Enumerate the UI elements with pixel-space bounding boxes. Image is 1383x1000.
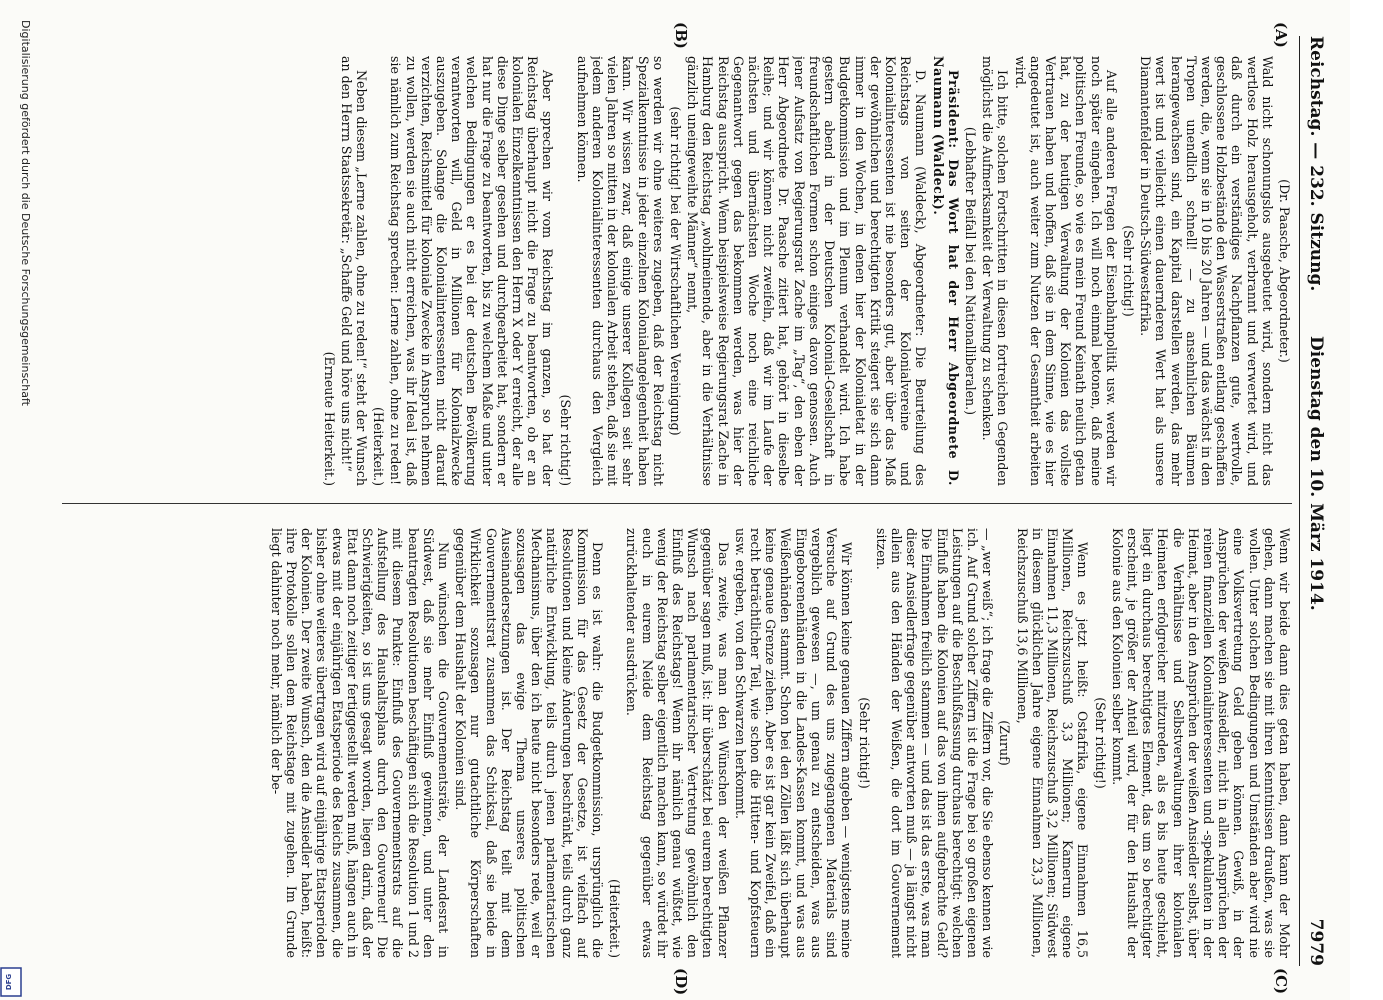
interjection: (Sehr richtig!): [1120, 225, 1136, 317]
paragraph: Denn es ist wahr: die Budgetkommission, ursprünglich die Kommission für das Gesetz der Gesetze, ist vielfach auf Resolutionen und kleine Änderungen beschränkt, teils durch ganz natürliche Entwicklung, teils durch jenen parlamentarischen Mechanismus, über den ich heute nicht besonders rede, weil er sozusagen das ewige Thema unseres politischen Auseinandersetzungen ist. Der Reichstag teilt mit dem Gouvernementsrat zusammen das Schicksal, daß sie beide in Wirklichkeit sozusagen nur gutachtliche Körperschaften gegenüber dem Haushalt der Kolonien sind.: [453, 528, 606, 958]
paragraph: Aber sprechen wir vom Reichstag im ganzen, so hat der Reichstag überhaupt nicht die Frage zu beantworten, ob er an kolonialen Einzelkenntnissen den Herrn X oder Y erreicht, der alle diese Dinge selber gesehen und durchgearbeitet hat, sondern er hat nur die Frage zu beantworten, bis zu welchem Maße und unter welchen Bedingungen er es bei der deutschen Bevölkerung verantworten will, Geld in Millionen für Kolonialzwecke auszugeben. Solange die Kolonialinteressenten nicht darauf verzichten, Reichsmittel für koloniale Zwecke in Anspruch nehmen zu wollen, werden sie auch nicht erreichen, was ihr Ideal ist, daß sie nämlich zum Reichstag sprechen: Lerne zahlen, ohne zu reden!: [388, 56, 556, 486]
digitization-credit: Digitalisierung gefördert durch die Deutsche Forschungsgemeinschaft: [19, 20, 32, 406]
paragraph: Neben diesem „Lerne zahlen, ohne zu reden!“ steht der Wunsch an den Herrn Staatssekretär: „Schaffe Geld und höre uns nicht!“: [338, 56, 370, 486]
left-column: [62, 56, 1292, 486]
speaker-note: (Dr. Paasche, Abgeordneter.): [1277, 179, 1292, 363]
header-center: Dienstag den 10. März 1914.: [1306, 336, 1326, 611]
page-header: [1299, 36, 1328, 966]
president-remark: Präsident: Das Wort hat der Herr Abgeordnete D. Naumann (Waldeck).: [930, 56, 961, 486]
margin-marker-d: (D): [672, 968, 690, 996]
interjection: (Erneute Heiterkeit.): [321, 351, 337, 486]
header-left: Reichstag. — 232. Sitzung.: [1306, 36, 1326, 292]
column-divider: [62, 503, 1292, 504]
paragraph: — „wer weiß“; ich frage die Ziffern vor, die Sie ebenso kennen wie ich. Auf Grund solcher Ziffern ist die Frage bei so großen eigenen Leistungen auf die Beschlußfassung durchaus berechtigt: welchen Einfluß haben die Kolonien auf das von ihnen aufgebrachte Geld? Die Einnahmen freilich stammen — und das ist das erste, was man dieser Ansiedlerfrage gegenüber antworten muß — ja längst nicht allein aus den Händen der Weißen, die dort im Gouvernement sitzen.: [873, 528, 996, 958]
header-page-number: 7979: [1306, 918, 1326, 966]
paragraph: so werden wir ohne weiteres zugeben, daß der Reichstag nicht Spezialkenntnisse in jeder einzelnen Kolonialangelegenheit haben kann. Wir wissen zwar, daß einige unserer Kollegen seit sehr vielen Jahren so mitten in der kolonialen Arbeit stehen, daß sie mit jedem anderen Kolonialinteressenten durchaus den Vergleich aufnehmen können.: [574, 56, 666, 486]
right-column: [62, 528, 1292, 958]
paragraph: Ich bitte, solchen Fortschritten in diesen fortreichen Gegenden möglichst die Aufmerksamkeit der Verwaltung zu schenken.: [980, 56, 1011, 486]
interjection: (Sehr richtig!): [856, 697, 872, 789]
interjection: (Sehr richtig!): [557, 394, 573, 486]
margin-marker-a: (A): [1272, 22, 1290, 48]
interjection: (Heiterkeit.): [371, 407, 387, 486]
interjection: (Sehr richtig!): [1092, 697, 1108, 789]
dfg-logo-icon: [0, 967, 22, 997]
margin-marker-c: (C): [1272, 968, 1290, 995]
interjection: (sehr richtig! bei der Wirtschaftlichen Vereinigung): [668, 106, 684, 436]
paragraph: Nun wünschen die Gouvernementsräte, der Landesrat in Südwest, daß sie mehr Einfluß gewinnen, und unter den beantragten Resolutionen beschäftigen sich die Resolution 1 und 2 mit diesem Punkte: Einfluß des Gouvernementsrats auf die Aufstellung des Haushaltsplans durch den Gouverneur! Die Schwierigkeiten, so ist uns gesagt worden, liegen darin, daß der Etat dann noch zeitiger fertiggestellt werden muß, hängen auch in etwas mit der einjährigen Etatsperiode des Reichs zusammen, die bisher ohne weiteres übertragen wird auf einjährige Etatsperioden der Kolonien. Der zweite Wunsch, den die Ansiedler haben, heißt: ihre Protokolle sollen dem Reichstage mit zugehen. Im Grunde liegt dahinter noch mehr, nämlich der be-: [268, 528, 452, 958]
interjection: (Zuruf): [997, 720, 1013, 766]
paragraph: D. Naumann (Waldeck), Abgeordneter: Die Beurteilung des Reichstags von seiten der Kolonialvereine und Kolonialinteressenten ist nie besonders gut, aber über das Maß der gewöhnlichen und berechtigten Kritik steigert sie sich dann immer in den Wochen, in denen hier der Kolonialetat in der Budgetkommission und im Plenum verhandelt wird. Ich habe gestern abend in der Deutschen Kolonial-Gesellschaft in freundschaftlichen Formen schon einiges davon genossen. Auch jener Aufsatz von Regierungsrat Zache im „Tag“, den eben der Herr Abgeordnete Dr. Paasche zitiert hat, gehört in dieselbe Reihe; und wir können nicht zweifeln, daß wir im Laufe der nächsten und übernächsten Woche noch eine reichliche Gegenantwort gegen das bekommen werden, was hier der Reichstag ausspricht. Wenn beispielsweise Regierungsrat Zache in Hamburg den Reichstag „wohlmeinende, aber in die Verhältnisse gänzlich uneingeweihte Männer“ nennt,: [685, 56, 929, 486]
paragraph: Wenn es jetzt heißt: Ostafrika, eigene Einnahmen 16,5 Millionen, Reichszuschuß 3,3 Millionen; Kamerun eigene Einnahmen 11,3 Millionen, Reichszuschuß 3,2 Millionen; Südwest in diesem glücklichen Jahre eigene Einnahmen 23,3 Millionen, Reichszuschuß 13,6 Millionen,: [1014, 528, 1091, 958]
paragraph: Wald nicht schonungslos ausgebeutet wird, sondern nicht das wertlose Holz herausgeholt, verbrannt und verwertet wird, und daß durch ein verständiges Nachpflanzen gute, wertvolle, geschlossene Holzbestände den Wasserstraßen entlang geschaffen werden, die, wenn sie in 10 bis 20 Jahren — und das wächst in den Tropen unendlich schnell! — zu ansehnlichen Bäumen herangewachsen sind, ein Kapital darstellen werden, das mehr wert ist und vielleicht einen dauernderen Wert hat als unsere Diamantenfelder in Deutsch-Südwestafrika.: [1138, 56, 1275, 486]
paragraph: Wir können keine genauen Ziffern angeben — wenigstens meine Versuche auf Grund des uns zugegangenen Materials sind vergeblich gewesen —, um genau zu entscheiden, was aus Eingeborenenhänden in die Landes-Kassen kommt, und was aus Weißenhänden stammt. Schon bei den Zöllen läßt sich überhaupt keine genaue Grenze ziehen. Aber es ist gar kein Zweifel, daß ein recht beträchtlicher Teil, wie schon die Hütten- und Kopfsteuern usw. ergeben, von den Schwarzen herkommt.: [732, 528, 855, 958]
margin-marker-b: (B): [672, 22, 690, 49]
interjection: (Heiterkeit.): [607, 879, 623, 958]
interjection: (Lebhafter Beifall bei den Nationalliberalen.): [962, 126, 978, 416]
paragraph: Das zweite, was man den Wünschen der weißen Pflanzer gegenüber sagen muß, ist: ihr überschätzt bei eurem berechtigten Wunsch nach parlamentarischer Vertretung gewöhnlich den Einfluß des Reichstags! Wenn ihr nämlich genau wüßtet, wie wenig der Reichstag selber eigentlich machen kann, so würdet ihr euch in eurem Neide dem Reichstag gegenüber etwas zurückhaltender ausdrücken.: [624, 528, 731, 958]
paragraph: Auf alle anderen Fragen der Eisenbahnpolitik usw. werden wir noch später eingehen. Ich will noch einmal betonen, daß meine politischen Freunde, so wie es mein Freund Keinath neulich getan hat, zu der heutigen Verwaltung der Kolonien das vollste Vertrauen haben und hoffen, daß sie in dem Sinne, wie es hier angedeutet ist, auch weiter zum Nutzen der Gesamtheit arbeiten wird.: [1012, 56, 1119, 486]
dfg-logo-text: DFG: [5, 973, 13, 991]
paragraph: Wenn wir beide dann dies getan haben, dann kann der Mohr gehen, dann machen sie mit ihren Kenntnissen draußen, was sie wollen. Unter solchen Bedingungen und Umständen aber wird nie eine Volksvertretung Geld geben können. Gewiß, in der Ansprüchen der weißen Ansiedler, nicht in allen Ansprüchen der reinen finanziellen Kolonialinteressenten und -spekulanten in der Heimat, aber in den Ansprüchen der weißen Ansiedler selbst, über die Verhältnisse und Selbstverwaltungen ihrer kolonialen Heimaten erfolgreicher mitzureden, als es bis heute geschieht, liegt ein durchaus berechtigtes Element, das um so berechtigter erscheint, je größer der Anteil wird, der für den Haushalt der Kolonie aus den Kolonien selber kommt.: [1109, 528, 1292, 958]
